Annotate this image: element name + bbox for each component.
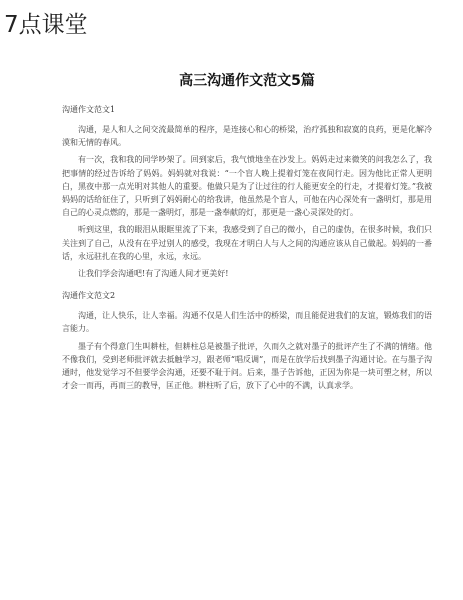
section-heading: 沟通作文范文1 [62, 105, 116, 114]
essay-section-2 [62, 290, 432, 392]
essay-section-1 [62, 104, 432, 280]
page-title: 高三沟通作文范文5篇 [179, 73, 315, 89]
paragraph: 听到这里，我的眼泪从眼眶里流了下来，我感受到了自己的微小，自己的虚伪，在很多时候，我们只关注到了自己，从没有在乎过别人的感受，我现在才明白人与人之间的沟通应该从自己做起。妈妈的一番话，永远驻扎在我的心里，永远，永远。 [62, 225, 432, 261]
paragraph: 让我们学会沟通吧!有了沟通人间才更美好! [78, 269, 229, 279]
paragraph: 沟通，是人和人之间交流最简单的程序，是连接心和心的桥梁，治疗孤独和寂寞的良药，更是化解冷漠和无情的春风。 [62, 125, 432, 148]
paragraph: 墨子有个得意门生叫耕柱，但耕柱总是被墨子批评，久而久之就对墨子的批评产生了不满的情绪。他不像我们，受到老师批评就去抵触学习，跟老师“唱反调”，而是在放学后找到墨子沟通讨论。在与墨子沟通时，他发觉学习不但要学会沟通，还要不耻于问。后来，墨子告诉他，正因为你是一块可塑之材，所以才会一而再，再而三的教导，匡正他。耕柱听了后，放下了心中的不满，认真求学。 [62, 341, 432, 391]
paragraph: 有一次，我和我的同学吵架了。回到家后，我气愤地坐在沙发上。妈妈走过来微笑的问我怎么了，我把事情的经过告诉给了妈妈。妈妈就对我说：“一个盲人晚上提着灯笼在夜间行走。因为他比正常人更明白，黑夜中那一点光明对其他人的重要。他做只是为了让过往的行人能更安全的行走，才提着灯笼。”我被妈妈的话给征住了，只听到了妈妈耐心的给我讲，他虽然是个盲人，可他在内心深处有一盏明灯，那是用自己的心灵点燃的，那是一盏明灯，那是一盏奉献的灯，那更是一盏心灵深处的灯。 [62, 155, 432, 218]
site-watermark-label: 7点课堂 [4, 12, 88, 38]
paragraph: 沟通，让人快乐，让人幸福。沟通不仅是人们生活中的桥梁，而且能促进我们的友谊，锻炼我们的语言能力。 [62, 311, 432, 334]
section-heading: 沟通作文范文2 [62, 291, 116, 301]
document-page [62, 70, 432, 396]
